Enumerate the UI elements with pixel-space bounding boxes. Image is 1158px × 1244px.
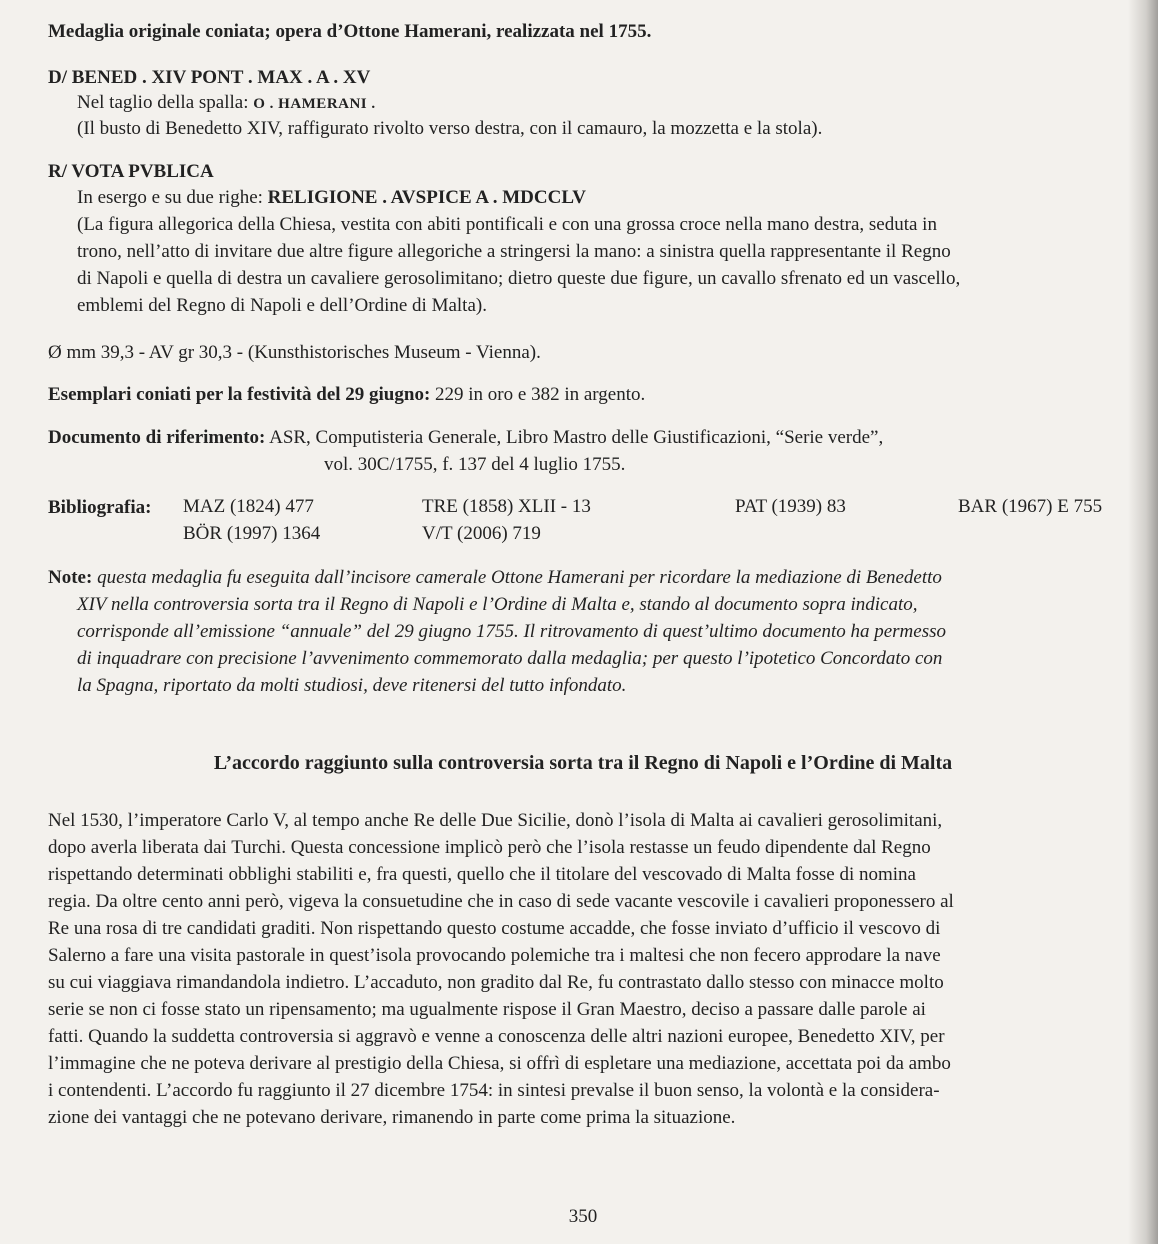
body-line: Re una rosa di tre candidati graditi. Non rispettando questo costume accadde, che fosse inviato d’ufficio il vescovo di [48,918,941,939]
obverse-description: (Il busto di Benedetto XIV, raffigurato rivolto verso destra, con il camauro, la mozzetta e la stola). [77,118,823,139]
reverse-description-line: (La figura allegorica della Chiesa, vestita con abiti pontificali e con una grossa croce nella mano destra, seduta in [77,214,937,235]
reverse-description-line: di Napoli e quella di destra un cavaliere gerosolimitano; dietro queste due figure, un cavallo sfrenato ed un vascello, [77,268,961,289]
note-line: XIV nella controversia sorta tra il Regno di Napoli e l’Ordine di Malta e, stando al documento sopra indicato, [77,594,918,615]
bibliography-label: Bibliografia: [48,497,152,518]
reverse-description-line: trono, nell’atto di invitare due altre figure allegoriche a stringersi la mano: a sinistra quella rappresentante il Regno [77,241,951,262]
obverse-label: D/ BENED . XIV PONT . MAX . A . XV [48,67,371,88]
obverse-cut-prefix: Nel taglio della spalla: [77,92,254,113]
bibliography-entry: BÖR (1997) 1364 [183,523,321,544]
note-label: Note: [48,567,93,588]
body-line: i contendenti. L’accordo fu raggiunto il 27 dicembre 1754: in sintesi prevalse il buon senso, la volontà e la considera- [48,1080,940,1101]
body-line: serie se non ci fosse stato un ripensamento; ma ugualmente rispose il Gran Maestro, deciso a passare dalle parole ai [48,999,926,1020]
body-line: l’immagine che ne poteva derivare al prestigio della Chiesa, si offrì di espletare una mediazione, accettata poi da ambo [48,1053,951,1074]
note-line [48,566,942,590]
examples-line [48,383,645,407]
note-line: la Spagna, riportato da molti studiosi, deve ritenersi del tutto infondato. [77,675,627,696]
body-line: zione dei vantaggi che ne potevano derivare, rimanendo in parte come prima la situazione. [48,1107,736,1128]
page-edge-shadow [1128,0,1158,1244]
medal-title: Medaglia originale coniata; opera d’Ottone Hamerani, realizzata nel 1755. [48,21,652,42]
document-line [48,426,883,450]
body-line: su cui viaggiava rimandandola indietro. L’accaduto, non gradito dal Re, fu contrastato dallo stesso con minacce molto [48,972,944,993]
body-line: Nel 1530, l’imperatore Carlo V, al tempo anche Re delle Due Sicilie, donò l’isola di Malta ai cavalieri gerosolimitani, [48,810,943,831]
reverse-description-line: emblemi del Regno di Napoli e dell’Ordine di Malta). [77,295,487,316]
document-value: ASR, Computisteria Generale, Libro Mastro delle Giustificazioni, “Serie verde”, [265,427,884,448]
body-line: fatti. Quando la suddetta controversia si aggravò e venne a conoscenza delle altri nazioni europee, Benedetto XIV, per [48,1026,945,1047]
reverse-exergue [77,186,586,210]
section-heading: L’accordo raggiunto sulla controversia sorta tra il Regno di Napoli e l’Ordine di Malta [213,752,953,774]
page-number: 350 [568,1206,598,1227]
bibliography-entry: TRE (1858) XLII - 13 [422,496,591,517]
body-line: dopo averla liberata dai Turchi. Questa concessione implicò però che l’isola restasse un feudo dipendente dal Regno [48,837,931,858]
body-line: regia. Da oltre cento anni però, vigeva la consuetudine che in caso di sede vacante vescovile i cavalieri proponessero al [48,891,954,912]
document-line-2: vol. 30C/1755, f. 137 del 4 luglio 1755. [324,454,626,475]
reverse-exergue-value: RELIGIONE . AVSPICE A . MDCCLV [267,187,586,208]
medal-specs: Ø mm 39,3 - AV gr 30,3 - (Kunsthistorisches Museum - Vienna). [48,342,541,363]
examples-value: 229 in oro e 382 in argento. [430,384,646,405]
body-line: Salerno a fare una visita pastorale in quest’isola provocando polemiche tra i maltesi che non fecero approdare la nave [48,945,941,966]
note-line: corrisponde all’emissione “annuale” del 29 giugno 1755. Il ritrovamento di quest’ultimo documento ha permesso [77,621,946,642]
document-label: Documento di riferimento: [48,427,266,448]
bibliography-entry: V/T (2006) 719 [422,523,541,544]
note-text: questa medaglia fu eseguita dall’incisore camerale Ottone Hamerani per ricordare la mediazione di Benedetto [92,567,942,588]
reverse-exergue-prefix: In esergo e su due righe: [77,187,268,208]
examples-label: Esemplari coniati per la festività del 29 giugno: [48,384,431,405]
reverse-label: R/ VOTA PVBLICA [48,161,214,182]
obverse-cut-value: O . HAMERANI . [253,96,376,112]
body-line: rispettando determinati obblighi stabiliti e, fra questi, quello che il titolare del vescovado di Malta fosse di nomina [48,864,916,885]
bibliography-entry: BAR (1967) E 755 [958,496,1103,517]
bibliography-entry: MAZ (1824) 477 [183,496,314,517]
note-line: di inquadrare con precisione l’avvenimento commemorato dalla medaglia; per questo l’ipotetico Concordato con [77,648,943,669]
bibliography-entry: PAT (1939) 83 [735,496,846,517]
obverse-cut [77,91,376,116]
